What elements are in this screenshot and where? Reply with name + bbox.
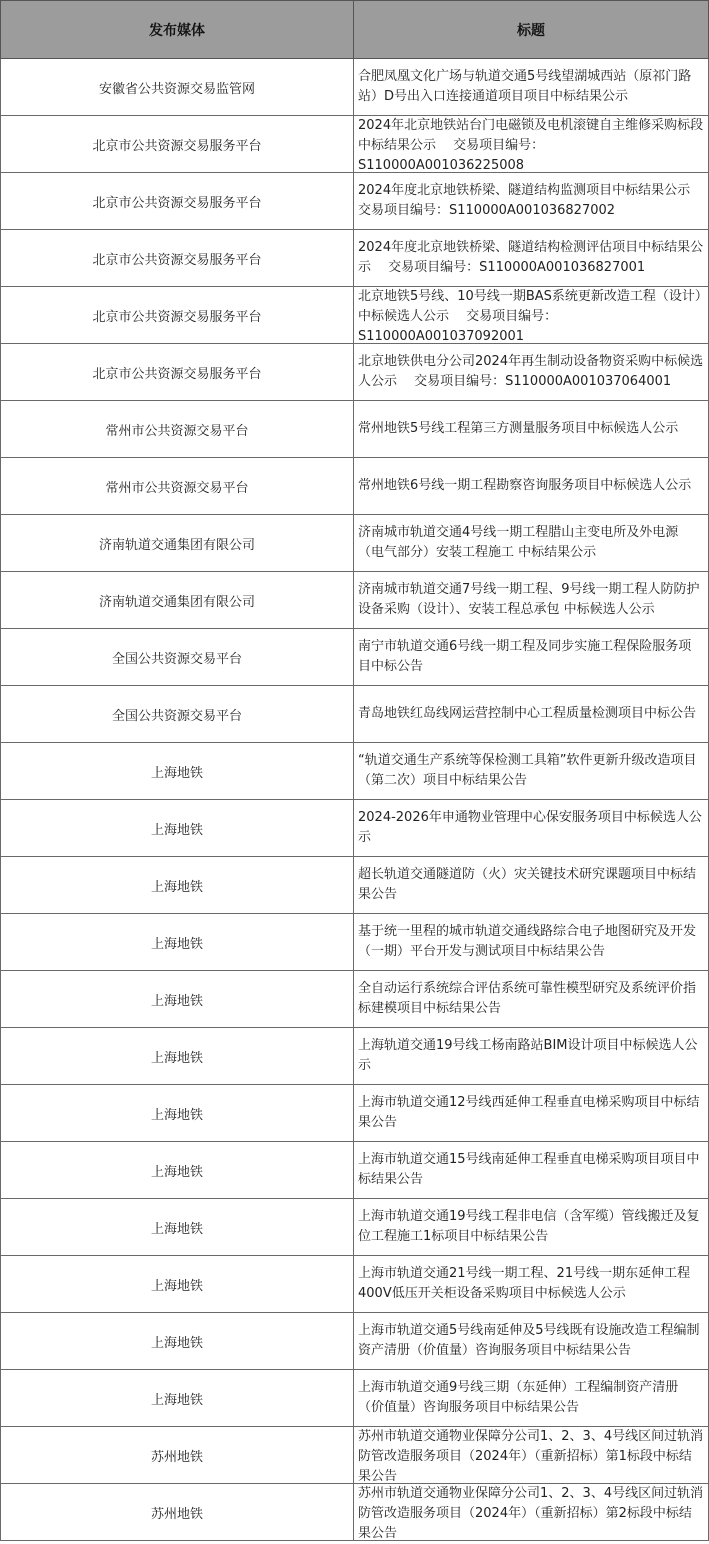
title-cell (354, 401, 709, 458)
title-text: 北京地铁供电分公司2024年再生制动设备物资采购中标候选人公示 交易项目编号：S110000A001037064001 (358, 354, 704, 389)
media-cell: 上海地铁 (1, 1313, 354, 1370)
media-cell: 苏州地铁 (1, 1484, 354, 1541)
table-row (1, 173, 709, 230)
media-cell: 上海地铁 (1, 800, 354, 857)
table-row (1, 857, 709, 914)
media-cell: 北京市公共资源交易服务平台 (1, 173, 354, 230)
title-cell (354, 1199, 709, 1256)
title-text: 上海市轨道交通15号线南延伸工程垂直电梯采购项目项目中标结果公告 (358, 1152, 700, 1187)
table-row (1, 1427, 709, 1484)
title-text: 上海市轨道交通9号线三期（东延伸）工程编制资产清册（价值量）咨询服务项目中标结果公告 (358, 1380, 679, 1415)
title-text: 2024-2026年申通物业管理中心保安服务项目中标候选人公示 (358, 810, 702, 845)
media-cell: 济南轨道交通集团有限公司 (1, 572, 354, 629)
media-cell: 上海地铁 (1, 971, 354, 1028)
media-cell: 上海地铁 (1, 1028, 354, 1085)
media-cell: 常州市公共资源交易平台 (1, 401, 354, 458)
title-text: 上海轨道交通19号线工杨南路站BIM设计项目中标候选人公示 (358, 1038, 698, 1073)
table-row (1, 914, 709, 971)
title-text: 上海市轨道交通5号线南延伸及5号线既有设施改造工程编制资产清册（价值量）咨询服务项目中标结果公告 (358, 1323, 700, 1358)
media-cell: 上海地铁 (1, 1256, 354, 1313)
media-cell: 北京市公共资源交易服务平台 (1, 230, 354, 287)
table-row (1, 686, 709, 743)
media-cell: 上海地铁 (1, 743, 354, 800)
title-cell (354, 515, 709, 572)
table-row (1, 743, 709, 800)
title-text: 2024年度北京地铁桥梁、隧道结构监测项目中标结果公示 交易项目编号：S110000A001036827002 (358, 183, 708, 218)
title-cell (354, 686, 709, 743)
media-cell: 上海地铁 (1, 1142, 354, 1199)
title-text: 青岛地铁红岛线网运营控制中心工程质量检测项目中标公告 (358, 706, 697, 721)
title-cell (354, 1256, 709, 1313)
title-text: 济南城市轨道交通4号线一期工程腊山主变电所及外电源（电气部分）安装工程施工 中标结果公示 (358, 525, 679, 560)
title-text: 2024年北京地铁站台门电磁锁及电机滚键自主维修采购标段中标结果公示 交易项目编号：S110000A001036225008 (358, 118, 704, 173)
title-cell (354, 1085, 709, 1142)
title-text: 苏州市轨道交通物业保障分公司1、2、3、4号线区间过轨消防管改造服务项目（2024年）（重新招标）第2标段中标结果公告 (358, 1486, 704, 1541)
table-row (1, 1256, 709, 1313)
media-cell: 北京市公共资源交易服务平台 (1, 287, 354, 344)
title-cell (354, 1370, 709, 1427)
table-row (1, 971, 709, 1028)
table-row (1, 401, 709, 458)
table-row (1, 59, 709, 116)
title-text: 常州地铁6号线一期工程勘察咨询服务项目中标候选人公示 (358, 478, 692, 493)
table-row (1, 800, 709, 857)
table-row (1, 458, 709, 515)
media-cell: 上海地铁 (1, 914, 354, 971)
title-cell (354, 914, 709, 971)
title-text: 南宁市轨道交通6号线一期工程及同步实施工程保险服务项目中标公告 (358, 639, 692, 674)
title-text: 2024年度北京地铁桥梁、隧道结构检测评估项目中标结果公示 交易项目编号：S110000A001036827001 (358, 240, 704, 275)
media-cell: 上海地铁 (1, 857, 354, 914)
table-row (1, 116, 709, 173)
title-cell (354, 1484, 709, 1541)
title-cell (354, 230, 709, 287)
title-cell (354, 1028, 709, 1085)
title-text: 常州地铁5号线工程第三方测量服务项目中标候选人公示 (358, 421, 679, 436)
table-row (1, 1028, 709, 1085)
media-cell: 苏州地铁 (1, 1427, 354, 1484)
table-row (1, 1085, 709, 1142)
media-cell: 济南轨道交通集团有限公司 (1, 515, 354, 572)
title-text: 全自动运行系统综合评估系统可靠性模型研究及系统评价指标建模项目中标结果公告 (358, 981, 697, 1016)
title-text: 上海市轨道交通19号线工程非电信（含军缆）管线搬迁及复位工程施工1标项目中标结果公告 (358, 1209, 700, 1244)
title-text: 上海市轨道交通12号线西延伸工程垂直电梯采购项目中标结果公告 (358, 1095, 700, 1130)
title-text: 上海市轨道交通21号线一期工程、21号线一期东延伸工程400V低压开关柜设备采购项目中标候选人公示 (358, 1266, 691, 1301)
title-text: “轨道交通生产系统等保检测工具箱”软件更新升级改造项目（第二次）项目中标结果公告 (358, 753, 697, 788)
table-row (1, 629, 709, 686)
media-cell: 上海地铁 (1, 1085, 354, 1142)
table-row (1, 1484, 709, 1541)
table-row (1, 1313, 709, 1370)
title-cell (354, 173, 709, 230)
media-cell: 全国公共资源交易平台 (1, 686, 354, 743)
title-text: 基于统一里程的城市轨道交通线路综合电子地图研究及开发（一期）平台开发与测试项目中标结果公告 (358, 924, 697, 959)
title-cell (354, 116, 709, 173)
media-cell: 常州市公共资源交易平台 (1, 458, 354, 515)
title-cell (354, 971, 709, 1028)
media-cell: 安徽省公共资源交易监管网 (1, 59, 354, 116)
header-row (1, 1, 709, 59)
table-row (1, 287, 709, 344)
table-row (1, 515, 709, 572)
table-row (1, 230, 709, 287)
header-title: 标题 (354, 1, 709, 59)
table-row (1, 344, 709, 401)
title-text: 超长轨道交通隧道防（火）灾关键技术研究课题项目中标结果公告 (358, 867, 697, 902)
title-text: 济南城市轨道交通7号线一期工程、9号线一期工程人防防护设备采购（设计）、安装工程总承包 中标候选人公示 (358, 582, 700, 617)
table-body (1, 59, 709, 1541)
title-cell (354, 629, 709, 686)
title-cell (354, 743, 709, 800)
title-cell (354, 800, 709, 857)
table-row (1, 1142, 709, 1199)
title-text: 北京地铁5号线、10号线一期BAS系统更新改造工程（设计）中标候选人公示 交易项目编号：S110000A001037092001 (358, 289, 702, 344)
title-cell (354, 1427, 709, 1484)
media-cell: 全国公共资源交易平台 (1, 629, 354, 686)
title-cell (354, 857, 709, 914)
title-cell (354, 287, 709, 344)
table-row (1, 1370, 709, 1427)
table-row (1, 572, 709, 629)
table-row (1, 1199, 709, 1256)
media-cell: 上海地铁 (1, 1199, 354, 1256)
title-text: 合肥凤凰文化广场与轨道交通5号线望湖城西站（原祁门路站）D号出入口连接通道项目项目中标结果公示 (358, 69, 692, 104)
title-cell (354, 458, 709, 515)
header-media: 发布媒体 (1, 1, 354, 59)
title-cell (354, 572, 709, 629)
title-cell (354, 1142, 709, 1199)
title-cell (354, 59, 709, 116)
title-cell (354, 1313, 709, 1370)
title-cell (354, 344, 709, 401)
media-cell: 北京市公共资源交易服务平台 (1, 344, 354, 401)
media-cell: 北京市公共资源交易服务平台 (1, 116, 354, 173)
title-text: 苏州市轨道交通物业保障分公司1、2、3、4号线区间过轨消防管改造服务项目（2024年）（重新招标）第1标段中标结果公告 (358, 1429, 704, 1484)
media-cell: 上海地铁 (1, 1370, 354, 1427)
